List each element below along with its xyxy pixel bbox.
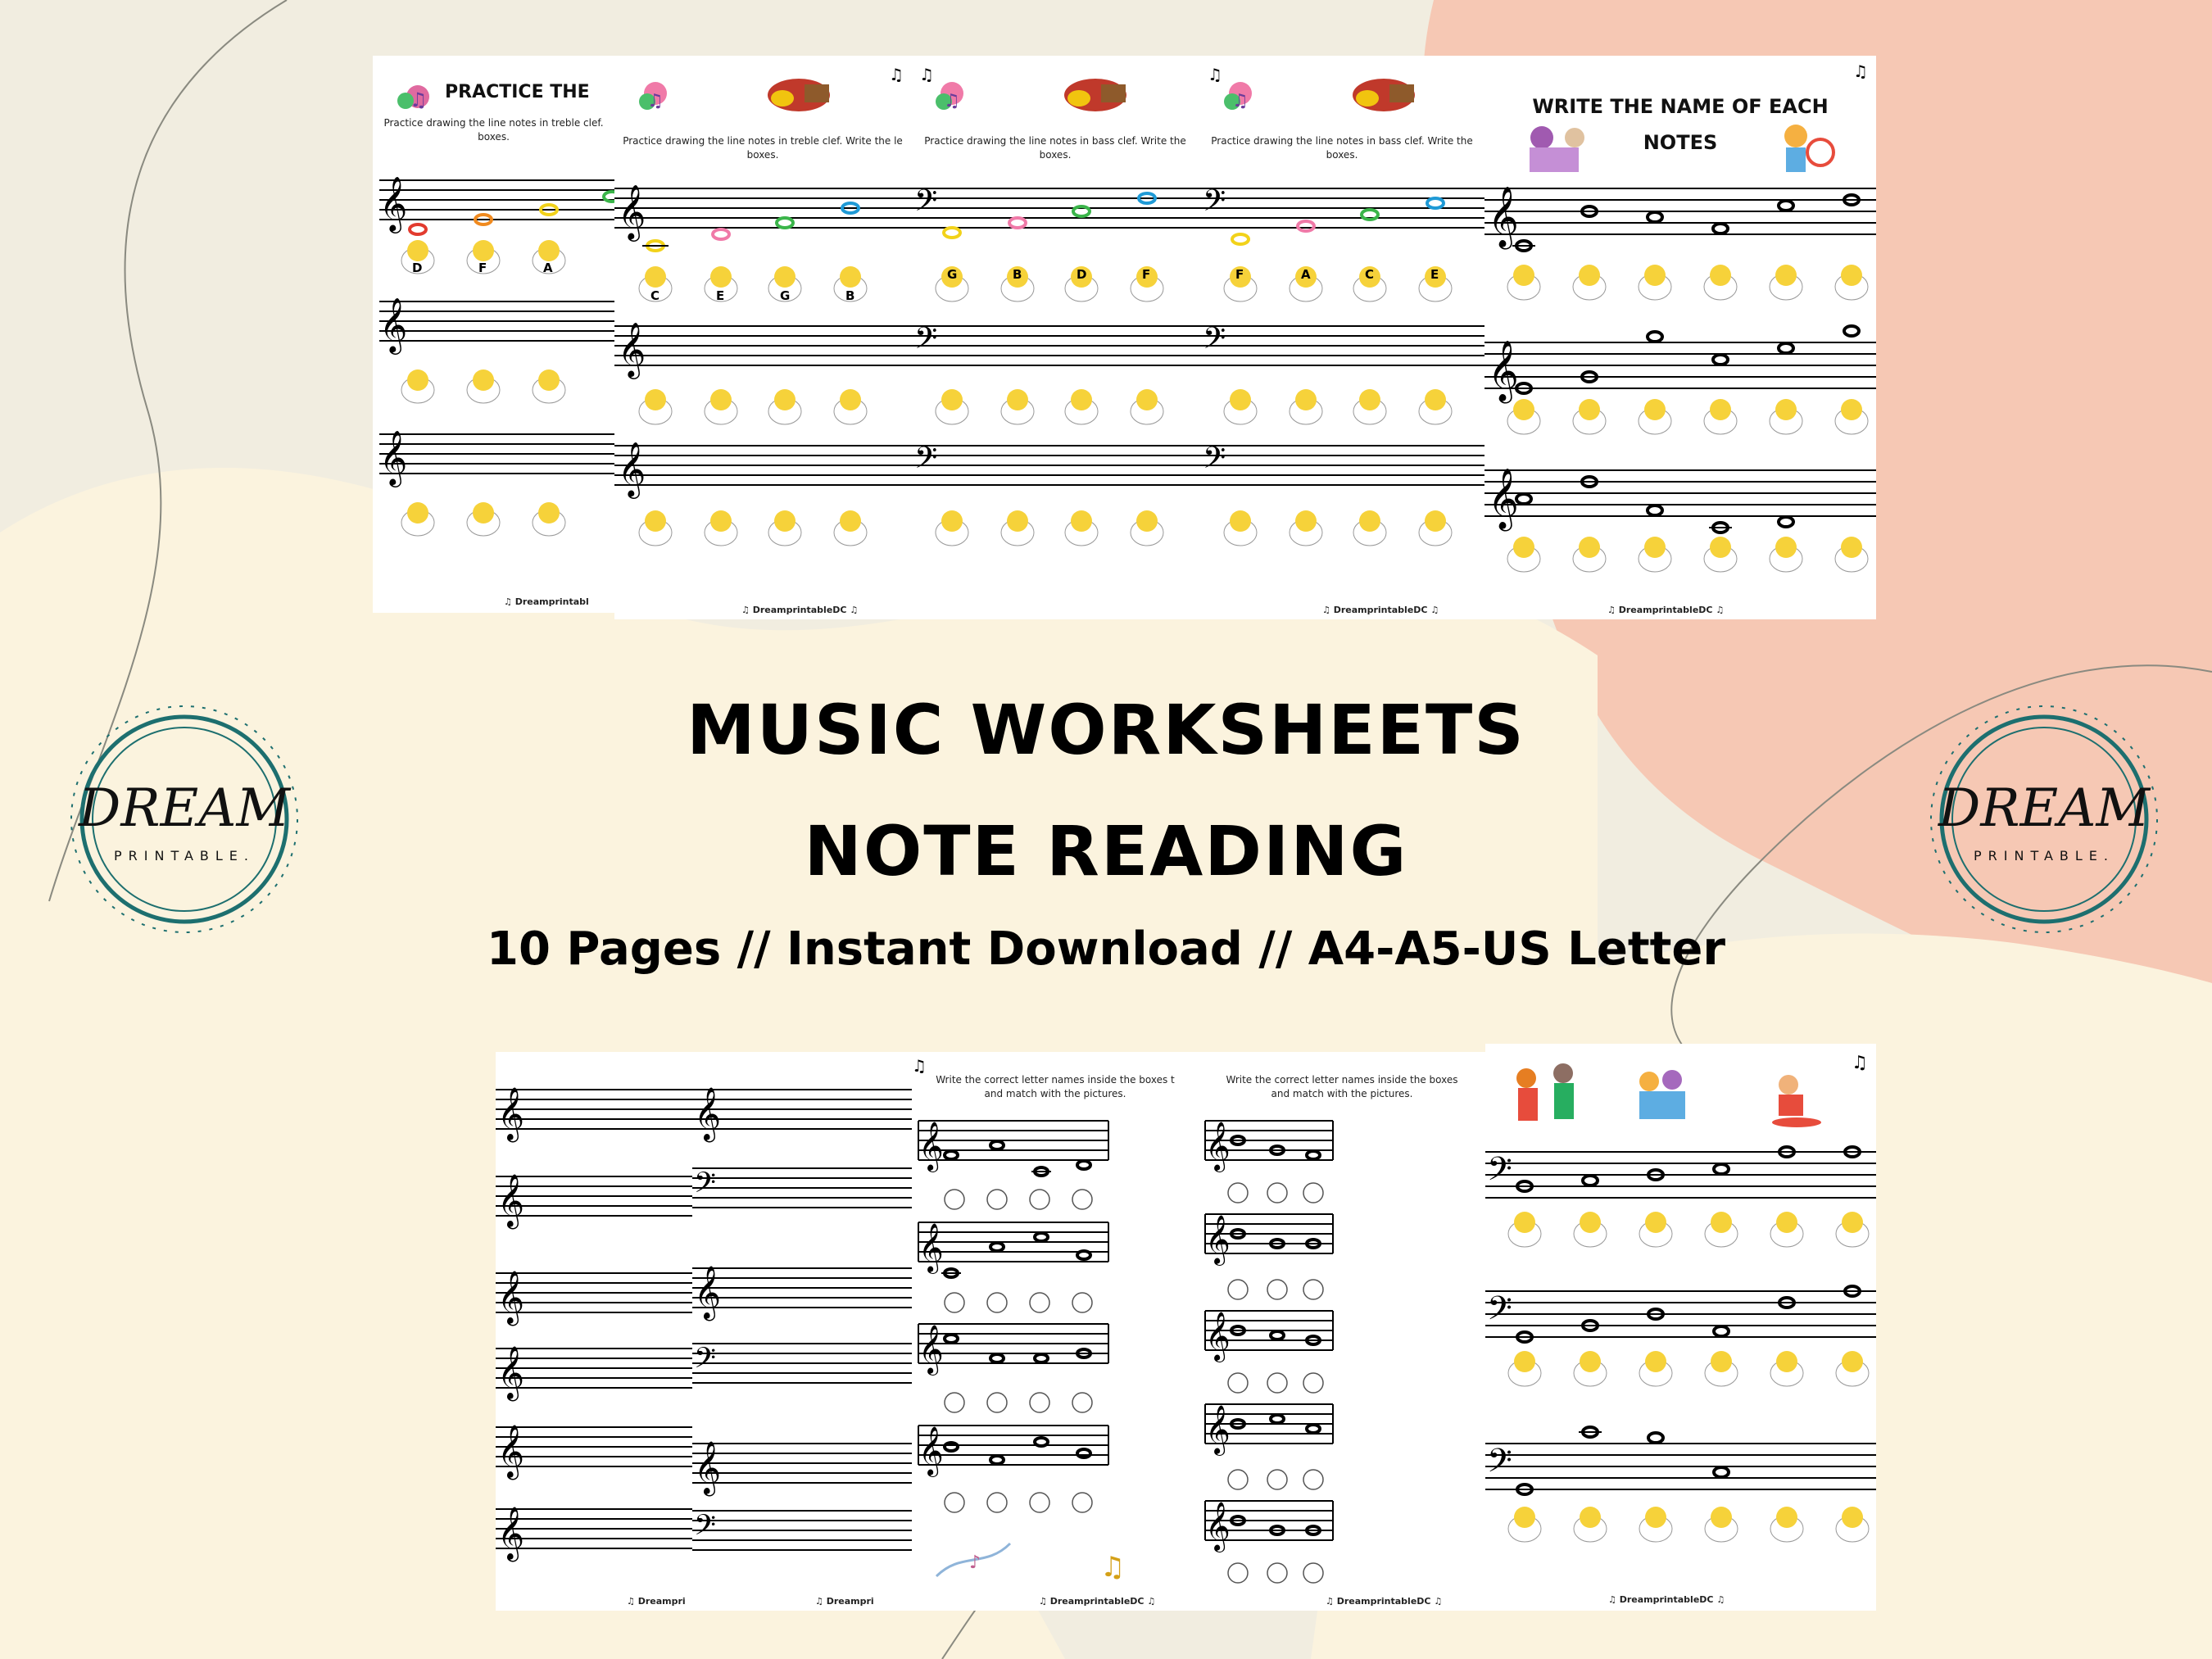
worksheet-page-6a (496, 1052, 692, 1611)
brand-text: Dreamprintabl (514, 596, 589, 607)
kids-singing-clipart-icon (1639, 1070, 1685, 1119)
note-label-1: C (650, 288, 660, 303)
brand-text: DreamprintableDC (752, 605, 847, 615)
page-title: PRACTICE THE (445, 82, 590, 102)
worksheet-page-1 (373, 56, 614, 613)
title-line-1: WRITE THE NAME OF EACH (1532, 95, 1829, 118)
treble-clef-icon: 𝄞 (379, 429, 408, 485)
brand-footer: ♫ DreamprintableDC ♫ (1607, 605, 1725, 615)
instr-line-1: Practice drawing the line notes in bass clef. Write the (1211, 135, 1473, 147)
treble-clef-icon: 𝄞 (918, 1325, 944, 1374)
staff-graphics (692, 1052, 912, 1611)
brand-text: Dreampri (637, 1596, 686, 1607)
worksheet-page-3 (911, 56, 1199, 619)
music-note-icon: ♫ (919, 65, 934, 84)
music-note-icon: ♫ (1208, 65, 1222, 84)
instr-line-2: boxes. (1326, 149, 1358, 161)
note-label-3: G (780, 288, 791, 303)
treble-clef-icon: 𝄞 (379, 175, 408, 231)
music-clipart-icon (1224, 82, 1252, 111)
treble-clef-icon: 𝄞 (1488, 341, 1519, 401)
logo-left (49, 692, 320, 946)
logo-sub: PRINTABLE. (113, 848, 255, 863)
treble-clef-icon: 𝄞 (918, 1223, 944, 1272)
logo-word: DREAM (79, 778, 290, 839)
note-label-4: B (845, 288, 855, 303)
treble-clef-icon: 𝄞 (618, 441, 646, 496)
treble-clef-icon: 𝄞 (1205, 1312, 1231, 1361)
headline-line-1: MUSIC WORKSHEETS (687, 690, 1525, 770)
treble-clef-icon: 𝄞 (1488, 469, 1519, 529)
bass-clef-icon: 𝄢 (914, 184, 938, 225)
worksheet-page-8 (1199, 1052, 1485, 1611)
logo-right (1909, 692, 2179, 946)
treble-clef-icon: 𝄞 (1205, 1215, 1231, 1264)
note-label-2: A (1301, 267, 1311, 282)
svg-text:♪: ♪ (969, 1552, 981, 1573)
music-clipart-icon (639, 82, 667, 111)
dancers-clipart-icon (1516, 1063, 1574, 1121)
brand-footer: ♫ Dreampri (627, 1596, 686, 1607)
brand-text: DreamprintableDC (1618, 605, 1713, 615)
bass-clef-icon: 𝄢 (914, 321, 938, 363)
kids-music-clipart-icon (1784, 125, 1834, 172)
brand-footer: ♫ Dreampri (815, 1596, 874, 1607)
music-note-clipart-icon (397, 85, 429, 111)
svg-text:♫: ♫ (410, 88, 428, 111)
bass-clef-icon: 𝄢 (1487, 1290, 1512, 1335)
brand-text: Dreampri (826, 1596, 874, 1607)
treble-clef-icon: 𝄞 (497, 1425, 525, 1478)
brand-footer: ♫ DreamprintableDC ♫ (1608, 1594, 1725, 1605)
music-note-icon: ♫ (912, 1056, 927, 1076)
staff-graphics (1484, 56, 1876, 619)
bass-clef-icon: 𝄢 (694, 1166, 717, 1206)
note-label-2: E (716, 288, 725, 303)
instr-line-1: Practice drawing the line notes in treble clef. (383, 117, 604, 129)
treble-clef-icon: 𝄞 (497, 1507, 525, 1560)
bass-clef-icon: 𝄢 (1487, 1442, 1512, 1488)
treble-clef-icon: 𝄞 (497, 1087, 525, 1140)
note-label-1: G (947, 267, 958, 282)
staff-graphics (1199, 1052, 1485, 1611)
note-label-1: F (1235, 267, 1244, 282)
instr-line-1: Practice drawing the line notes in treble clef. Write the le (623, 135, 903, 147)
brand-footer: ♫ DreamprintableDC ♫ (1326, 1596, 1443, 1607)
staff-graphics (1485, 1044, 1876, 1611)
brand-text: DreamprintableDC (1336, 1596, 1431, 1607)
instr-line-2: and match with the pictures. (984, 1088, 1126, 1099)
instr-line-1: Write the correct letter names inside the boxes (1226, 1074, 1458, 1086)
answer-circles (945, 1190, 1092, 1512)
chick-egg-row (401, 240, 565, 536)
headline-line-2: NOTE READING (804, 811, 1408, 891)
instr-line-2: and match with the pictures. (1271, 1088, 1413, 1099)
music-note-icon: ♫ (1852, 1053, 1868, 1073)
treble-clef-icon: 𝄞 (1205, 1405, 1231, 1454)
note-label-1: D (412, 261, 423, 275)
title-line-2: NOTES (1643, 131, 1718, 154)
staff-graphics (614, 56, 911, 619)
brand-footer: ♫ DreamprintableDC ♫ (1322, 605, 1439, 615)
staff-graphics (912, 1052, 1199, 1611)
instr-line-1: Write the correct letter names inside the boxes t (936, 1074, 1175, 1086)
logo-sub: PRINTABLE. (1973, 848, 2115, 863)
bass-clef-icon: 𝄢 (694, 1341, 717, 1381)
treble-clef-icon: 𝄞 (1205, 1122, 1231, 1171)
note-label-3: A (543, 261, 553, 275)
instruments-clipart-icon (1064, 79, 1126, 111)
singers-clipart-icon (1530, 126, 1584, 172)
chick-egg-row (1508, 1212, 1869, 1542)
svg-text:♫: ♫ (1232, 91, 1249, 111)
note-label-2: F (478, 261, 487, 275)
music-note-icon: ♫ (1853, 61, 1868, 81)
band-clipart-icon (1772, 1075, 1821, 1127)
note-label-3: D (1077, 267, 1087, 282)
treble-clef-icon: 𝄞 (1488, 187, 1519, 247)
treble-clef-icon: 𝄞 (1205, 1502, 1231, 1551)
instr-line-2: boxes. (746, 149, 779, 161)
music-notes-clipart-icon (936, 1543, 1125, 1584)
instr-line-2: boxes. (1039, 149, 1072, 161)
logo-word: DREAM (1938, 778, 2150, 839)
treble-clef-icon: 𝄞 (918, 1122, 944, 1171)
treble-clef-icon: 𝄞 (694, 1441, 722, 1494)
brand-text: DreamprintableDC (1333, 605, 1428, 615)
note-green (604, 192, 614, 202)
bass-clef-icon: 𝄢 (914, 441, 938, 483)
brand-text: DreamprintableDC (1049, 1596, 1145, 1607)
svg-text:♫: ♫ (647, 91, 664, 111)
worksheet-page-9 (1485, 1044, 1876, 1611)
instruments-clipart-icon (1353, 79, 1415, 111)
bass-clef-icon: 𝄢 (1203, 321, 1226, 363)
treble-clef-icon: 𝄞 (497, 1346, 525, 1399)
treble-clef-icon: 𝄞 (497, 1271, 525, 1324)
bass-clef-icon: 𝄢 (1203, 184, 1226, 225)
note-label-4: E (1430, 267, 1439, 282)
treble-clef-icon: 𝄞 (618, 184, 646, 239)
chick-egg-row (1507, 265, 1868, 572)
worksheet-page-2 (614, 56, 911, 619)
chick-egg-row (639, 266, 867, 546)
treble-clef-icon: 𝄞 (694, 1266, 722, 1319)
svg-text:♫: ♫ (1100, 1551, 1126, 1584)
music-clipart-icon (936, 82, 963, 111)
staff-graphics (496, 1052, 692, 1611)
music-note-icon: ♫ (889, 65, 904, 84)
treble-clef-icon: 𝄞 (694, 1087, 722, 1140)
brand-footer: ♫ Dreamprintabl (504, 596, 589, 607)
worksheet-page-6b (692, 1052, 912, 1611)
instr-line-2: boxes. (478, 131, 510, 143)
brand-footer: ♫ DreamprintableDC ♫ (1039, 1596, 1156, 1607)
chick-egg-row (1224, 266, 1452, 546)
note-label-4: F (1142, 267, 1151, 282)
brand-footer: ♫ DreamprintableDC ♫ (741, 605, 859, 615)
treble-clef-icon: 𝄞 (618, 321, 646, 377)
worksheet-page-4 (1199, 56, 1484, 619)
note-label-2: B (1013, 267, 1022, 282)
note-red (410, 224, 426, 234)
brand-text: DreamprintableDC (1619, 1594, 1714, 1605)
treble-clef-icon: 𝄞 (918, 1426, 944, 1475)
worksheet-page-5 (1484, 56, 1876, 619)
treble-clef-icon: 𝄞 (379, 297, 408, 352)
svg-text:♫: ♫ (944, 91, 960, 111)
chick-egg-row (936, 266, 1163, 546)
worksheet-page-7 (912, 1052, 1199, 1611)
instr-line-1: Practice drawing the line notes in bass clef. Write the (924, 135, 1186, 147)
staff-graphics (373, 56, 614, 613)
staff-graphics (1199, 56, 1484, 619)
staff-graphics (911, 56, 1199, 619)
note-label-3: C (1365, 267, 1375, 282)
bass-clef-icon: 𝄢 (1203, 441, 1226, 483)
instruments-clipart-icon (768, 79, 830, 111)
treble-clef-icon: 𝄞 (497, 1174, 525, 1227)
bass-clef-icon: 𝄢 (694, 1508, 717, 1548)
headline-line-3: 10 Pages // Instant Download // A4-A5-US Letter (487, 922, 1725, 976)
bass-clef-icon: 𝄢 (1487, 1150, 1512, 1196)
